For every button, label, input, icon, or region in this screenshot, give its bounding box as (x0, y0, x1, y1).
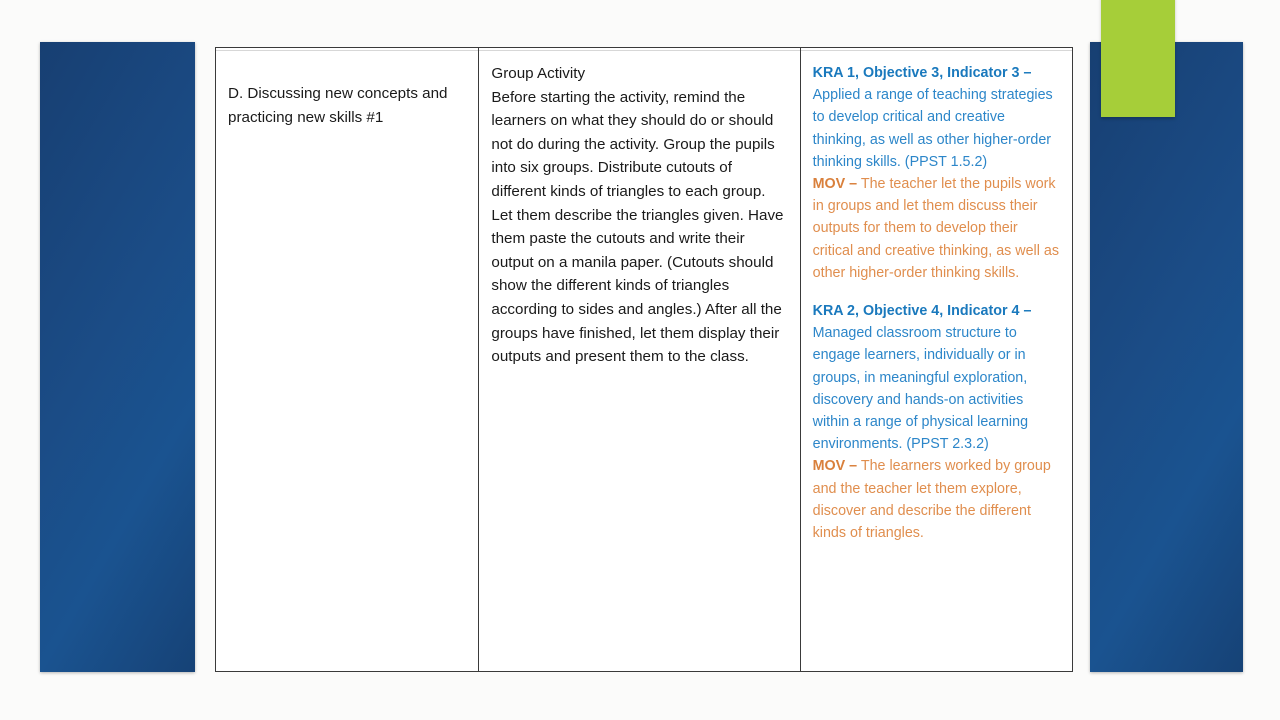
objective-text: D. Discussing new concepts and practicing new skills #1 (228, 85, 448, 126)
indicator-block (813, 62, 1062, 284)
mov-label-2: MOV – (812, 458, 858, 475)
kra-statement-2 (813, 300, 1062, 455)
objective-cell (216, 48, 479, 671)
mov-statement-2 (813, 455, 1062, 544)
mov-statement-1 (813, 173, 1062, 284)
activity-heading: Group Activity (491, 65, 586, 82)
right-decorative-blue-panel (1090, 42, 1243, 672)
green-accent-rectangle (1101, 0, 1175, 117)
mov-label-1: MOV – (812, 176, 858, 193)
kra-text-1: Applied a range of teaching strategies to develop critical and creative thinking, as well as other higher-order thinking skills. (PPST 1.5.2) (812, 87, 1053, 170)
left-decorative-blue-panel (40, 42, 195, 672)
activity-body-text: Before starting the activity, remind the learners on what they should do or should not do during the activity. Group the pupils into six groups. Distribute cutouts of different kinds of triangles to each group. Let them describe the triangles given. Have them paste the cutouts and write their output on a manila paper. (Cutouts should show the different kinds of triangles according to sides and angles.) After all the groups have finished, let them display their outputs and present them to the class. (491, 88, 784, 366)
kra-label-2: KRA 2, Objective 4, Indicator 4 – (812, 303, 1032, 320)
lesson-plan-table (215, 47, 1073, 672)
kra-label-1: KRA 1, Objective 3, Indicator 3 – (812, 65, 1032, 81)
indicator-block (813, 300, 1062, 544)
kra-statement-1 (813, 62, 1062, 173)
activity-cell (479, 48, 800, 671)
indicators-cell (801, 48, 1072, 671)
kra-text-2: Managed classroom structure to engage learners, individually or in groups, in meaningful exploration, discovery and hands-on activities within a range of physical learning environments. (PPST 2.3.2) (812, 325, 1029, 453)
mov-text-2: The learners worked by group and the teacher let them explore, discover and describe the different kinds of triangles. (812, 458, 1051, 542)
mov-text-1: The teacher let the pupils work in groups and let them discuss their outputs for them to develop their critical and creative thinking, as well as other higher-order thinking skills. (812, 176, 1059, 281)
